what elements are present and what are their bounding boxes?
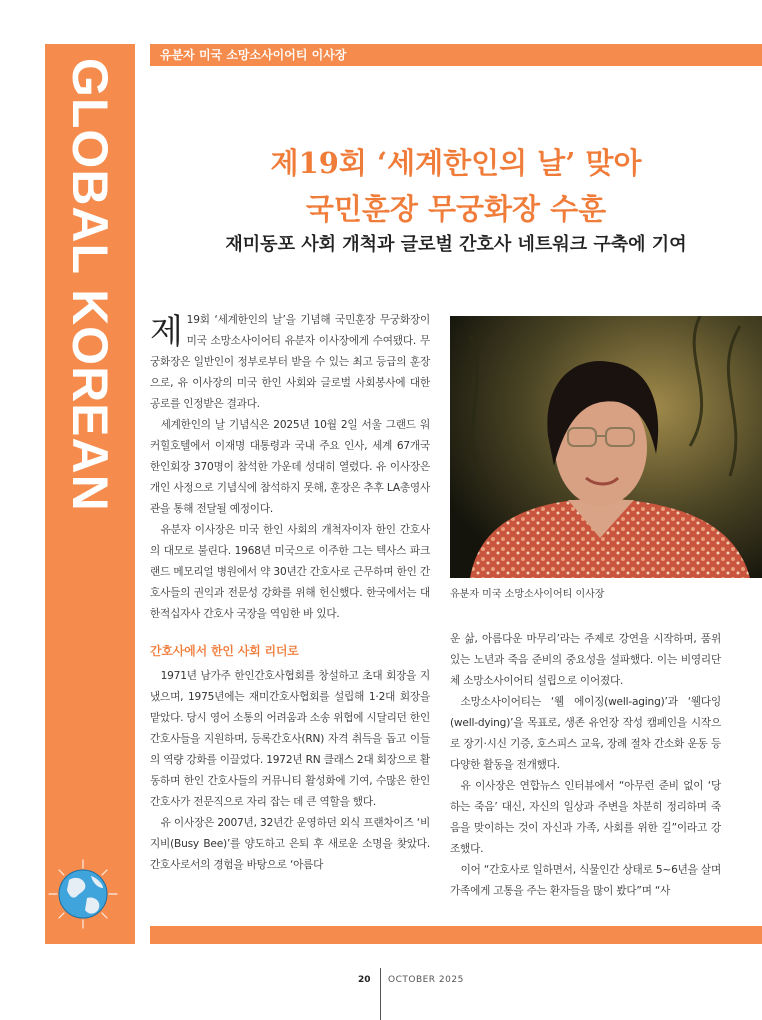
portrait-photo [450,316,762,578]
article-paragraph [150,310,430,415]
headline-line-1: 제19회 ‘세계한인의 날’ 맞아 [270,146,642,180]
article-paragraph: 유 이사장은 2007년, 32년간 운영하던 외식 프랜차이즈 ‘비지비(Busy Bee)’를 양도하고 은퇴 후 새로운 소명을 찾았다. 간호사로서의 경험을 바탕으로 ‘아름다 [150,817,430,871]
article-paragraph: 소망소사이어티는 ‘웰 에이징(well-aging)’과 ‘웰다잉(well-dying)’을 목표로, 생존 유언장 작성 캠페인을 시작으로 장기·시신 기증, 호스피스 교육, 장례 절차 간소화 운동 등 다양한 활동을 전개했다. [450,696,721,771]
article-paragraph: 1971년 남가주 한인간호사협회를 창설하고 초대 회장을 지냈으며, 1975년에는 재미간호사협회를 설립해 1·2대 회장을 맡았다. 당시 영어 소통의 어려움과 소송 위협에 시달리던 한인 간호사들을 지원하며, 등록간호사(RN) 자격 취득을 돕고 이들의 역량 강화를 이끌었다. 1972년 RN 클래스 2대 회장으로 활동하며 한인 간호사들의 커뮤니티 활성화에 기여, 수많은 한인 간호사가 전문직으로 자리 잡는 데 큰 역할을 했다. [150,670,430,808]
headline [150,140,762,232]
subtitle: 재미동포 사회 개척과 글로벌 간호사 네트워크 구축에 기여 [225,234,687,255]
article-paragraph: 세계한인의 날 기념식은 2025년 10월 2일 서울 그랜드 워커힐호텔에서 이재명 대통령과 국내 주요 인사, 세계 67개국 한인회장 370명이 참석한 가운데 성대히 열렸다. 유 이사장은 개인 사정으로 기념식에 참석하지 못해, 훈장은 추후 LA총영사관을 통해 전달될 예정이다. [150,419,430,515]
globe-icon [47,858,119,930]
issue-date: OCTOBER 2025 [388,975,464,985]
section-heading: 간호사에서 한인 사회 리더로 [150,644,299,658]
article-column-left [150,310,430,876]
header-tag-bar: 유분자 미국 소망소사이어티 이사장 [150,44,762,66]
bottom-accent-bar [150,926,762,944]
footer-divider [380,968,381,1020]
paragraph-text: 19회 ‘세계한인의 날’을 기념해 국민훈장 무궁화장이 미국 소망소사이어티 유분자 이사장에게 수여됐다. 무궁화장은 일반인이 정부로부터 받을 수 있는 최고 등급의 훈장으로, 유 이사장의 미국 한인 사회와 글로벌 사회봉사에 대한 공로를 인정받은 결과다. [150,314,430,410]
article-paragraph: 운 삶, 아름다운 마무리’라는 주제로 강연을 시작하며, 품위 있는 노년과 죽음 준비의 중요성을 설파했다. 이는 비영리단체 소망소사이어티 설립으로 이어졌다. [450,633,721,687]
article-column-right [450,629,721,902]
page-number: 20 [358,975,371,985]
drop-cap: 제 [150,312,183,352]
portrait-image [450,316,762,578]
section-title-vertical: GLOBAL KOREAN [62,58,118,512]
article-paragraph: 유분자 이사장은 미국 한인 사회의 개척자이자 한인 간호사의 대모로 불린다. 1968년 미국으로 이주한 그는 텍사스 파크랜드 메모리얼 병원에서 약 30년간 간호사로 근무하며 한인 간호사들의 권익과 전문성 강화를 위해 헌신했다. 한국에서는 대한적십자사 간호사 국장을 역임한 바 있다. [150,524,430,620]
photo-caption: 유분자 미국 소망소사이어티 이사장 [450,589,605,600]
article-paragraph: 이어 “간호사로 일하면서, 식물인간 상태로 5~6년을 살며 가족에게 고통을 주는 환자들을 많이 봤다”며 “사 [450,864,721,897]
article-paragraph: 유 이사장은 연합뉴스 인터뷰에서 “아무런 준비 없이 ‘당하는 죽음’ 대신, 자신의 일상과 주변을 차분히 정리하며 죽음을 맞이하는 것이 자신과 가족, 사회를 위한 길”이라고 강조했다. [450,780,721,855]
headline-line-2: 국민훈장 무궁화장 수훈 [305,192,607,226]
